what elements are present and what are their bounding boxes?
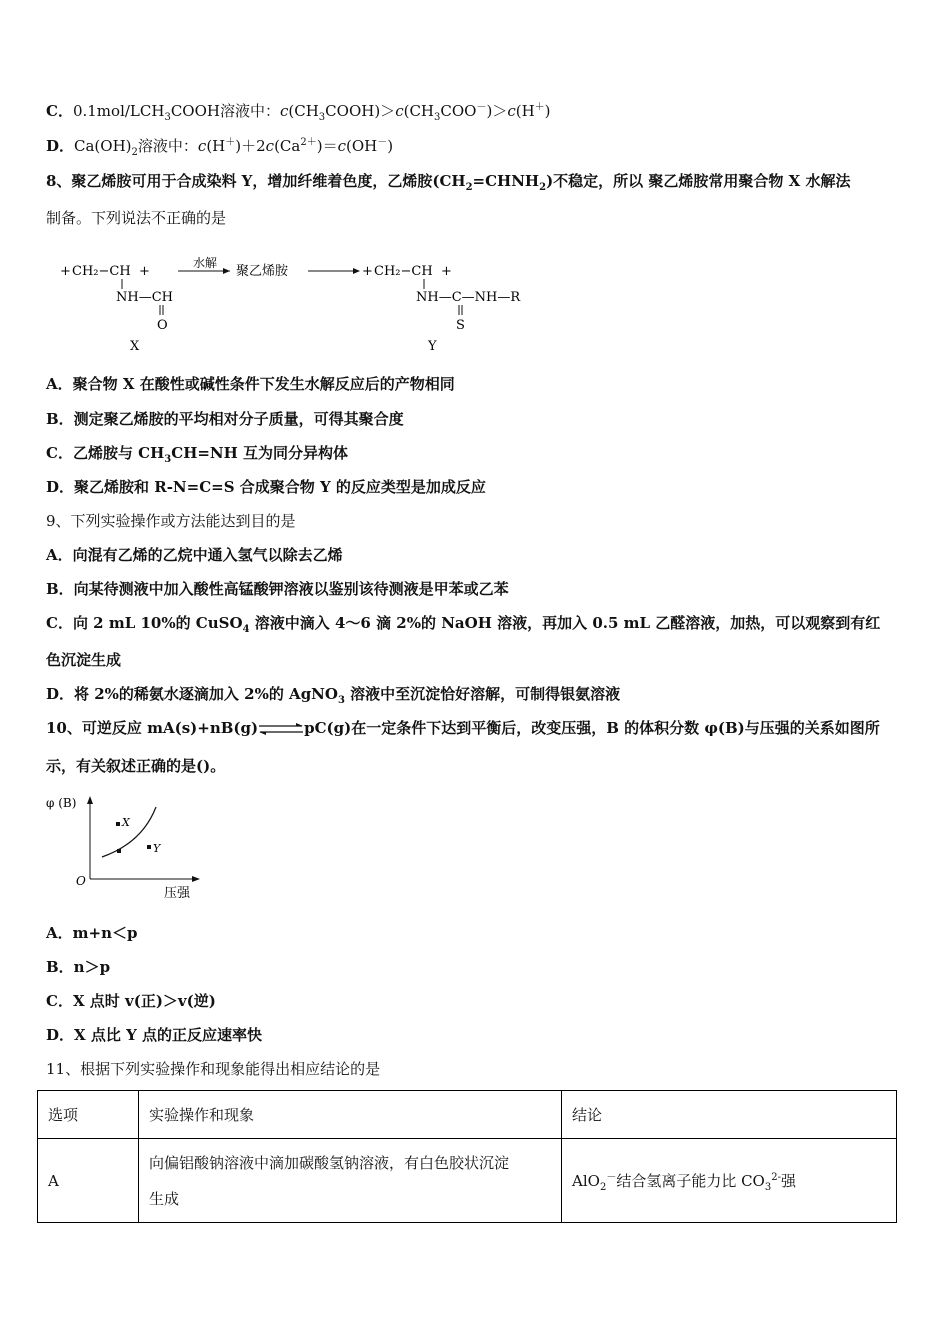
q9-option-c: C．向 2 mL 10%的 CuSO$_4$ 溶液中滴入 4～6 滴 2%的 NaOH 溶液，再加入 0.5 mL 乙醛溶液，加热，可以观察到有红	[46, 614, 881, 635]
option-d-charge-balance: D．$Ca(OH)_2$溶液中：$c(H^+)+2c(Ca^{2+})=c(OH^-)$	[46, 137, 394, 158]
q10-phi-b-pressure-graph	[46, 793, 206, 903]
second-arrowhead	[353, 268, 360, 274]
q8-option-c: C．乙烯胺与 $CH_3CH=NH$ 互为同分异构体	[46, 444, 349, 465]
q9-stem: 9、下列实验操作或方法能达到目的是	[46, 512, 296, 530]
header-operation: 实验操作和现象	[139, 1091, 562, 1139]
q10-option-a: A．m+n＜p	[46, 924, 138, 942]
y-label: Y	[428, 339, 437, 354]
q8-reaction-scheme	[60, 255, 560, 355]
graph-x-point-marker	[116, 822, 120, 826]
x-sidechain: NH—CH	[116, 290, 173, 305]
q9-option-b: B．向某待测液中加入酸性高锰酸钾溶液以鉴别该待测液是甲苯或乙苯	[46, 580, 509, 598]
graph-curve-point	[117, 849, 121, 853]
x-label: X	[130, 339, 140, 354]
table-row	[38, 1139, 897, 1223]
x-bracket-right: +	[139, 264, 150, 279]
y-sidechain: NH—C—NH—R	[416, 290, 521, 305]
graph-y-axis-label: φ (B)	[46, 796, 77, 810]
q8-stem-line2: 制备。下列说法不正确的是	[46, 209, 227, 227]
row-a-option: A	[38, 1139, 139, 1223]
q10-stem-line2: 示，有关叙述正确的是()。	[46, 757, 226, 775]
y-bracket-left: +	[362, 264, 373, 279]
q8-option-a: A．聚合物 X 在酸性或碱性条件下发生水解反应后的产物相同	[46, 375, 455, 393]
x-chain: CH₂−CH	[72, 264, 131, 279]
header-conclusion: 结论	[562, 1091, 897, 1139]
q8-option-d: D．聚乙烯胺和 R-N=C=S 合成聚合物 Y 的反应类型是加成反应	[46, 478, 486, 496]
graph-x-point-label: X	[122, 816, 130, 829]
q8-option-b: B．测定聚乙烯胺的平均相对分子质量，可得其聚合度	[46, 410, 404, 428]
option-c-concentration: C．$0.1mol/LCH_3COOH$溶液中：$c(CH_3COOH)>c(CH_3COO^-)>c(H^+)$	[46, 102, 551, 123]
equilibrium-arrow-icon	[258, 722, 304, 736]
polyvinylamine-label: 聚乙烯胺	[236, 264, 289, 279]
q11-stem: 11、根据下列实验操作和现象能得出相应结论的是	[46, 1060, 381, 1078]
graph-y-point-label: Y	[153, 842, 161, 855]
row-a-conclusion: AlO$_2$－结合氢离子能力比 $CO_3^{2-}$强	[562, 1139, 897, 1223]
q10-stem: 10、可逆反应 mA(s)+nB(g) pC(g)在一定条件下达到平衡后，改变压强，B 的体积分数 φ(B)与压强的关系如图所	[46, 719, 880, 737]
y-sulfur: S	[456, 318, 465, 333]
q11-table	[37, 1090, 897, 1223]
x-oxygen: O	[157, 318, 168, 333]
table-header-row	[38, 1091, 897, 1139]
graph-x-axis-label: 压强	[164, 886, 191, 901]
q9-option-c-line2: 色沉淀生成	[46, 651, 122, 669]
y-chain: CH₂−CH	[374, 264, 433, 279]
q10-option-d: D．X 点比 Y 点的正反应速率快	[46, 1026, 263, 1044]
graph-equilibrium-curve	[102, 807, 156, 857]
header-option: 选项	[38, 1091, 139, 1139]
q8-stem: 8、聚乙烯胺可用于合成染料 Y，增加纤维着色度，乙烯胺$(CH_2=CHNH_2)$不稳定，所以 聚乙烯胺常用聚合物 X 水解法	[46, 172, 851, 193]
graph-y-point-marker	[147, 845, 151, 849]
q9-option-a: A．向混有乙烯的乙烷中通入氢气以除去乙烯	[46, 546, 343, 564]
q9-option-d: D．将 2%的稀氨水逐滴加入 2%的 AgNO$_3$ 溶液中至沉淀恰好溶解，可制得银氨溶液	[46, 685, 621, 706]
y-bracket-right: +	[441, 264, 452, 279]
row-a-operation: 向偏铝酸钠溶液中滴加碳酸氢钠溶液，有白色胶状沉淀 生成	[139, 1139, 562, 1223]
hydrolysis-arrowhead	[223, 268, 230, 274]
x-bracket-left: +	[60, 264, 71, 279]
graph-origin: O	[76, 874, 86, 888]
q10-option-c: C．X 点时 v(正)＞v(逆)	[46, 992, 216, 1010]
graph-y-arrowhead	[87, 796, 93, 804]
graph-x-arrowhead	[192, 876, 200, 882]
q10-option-b: B．n＞p	[46, 958, 111, 976]
hydrolysis-label: 水解	[193, 256, 218, 270]
